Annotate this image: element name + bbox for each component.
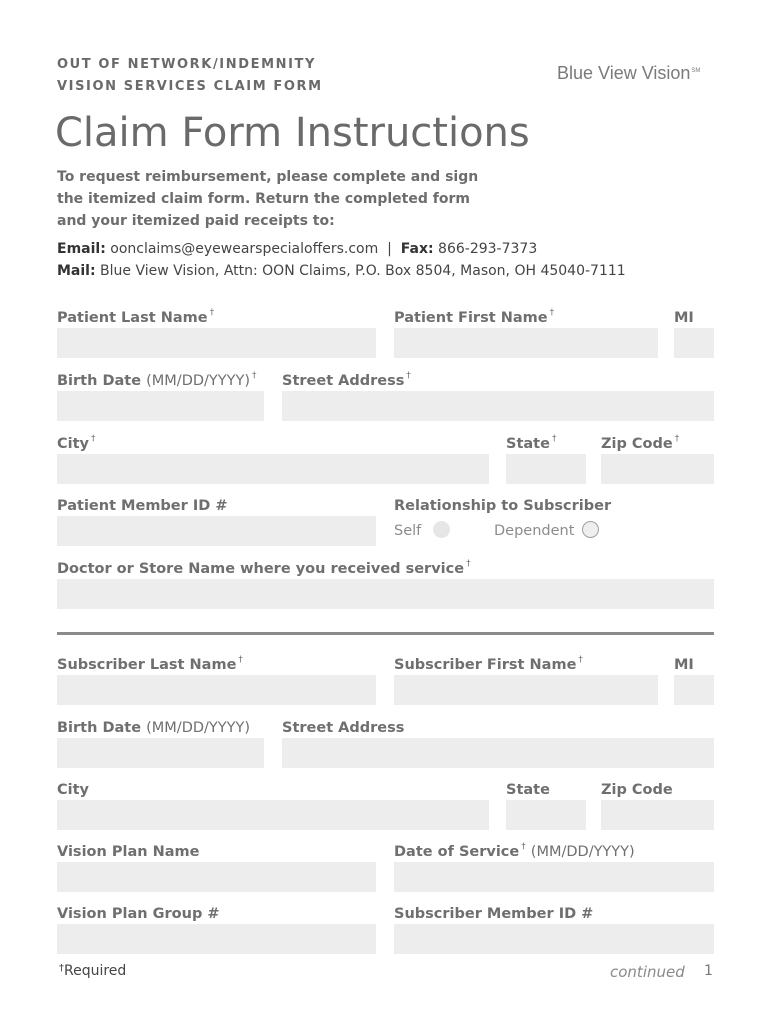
- subscriber-last-name-field[interactable]: [57, 675, 376, 705]
- intro-line-3: and your itemized paid receipts to:: [57, 213, 335, 229]
- patient-zip-label: Zip Code †: [601, 434, 680, 452]
- relationship-self-label: Self: [394, 523, 422, 539]
- patient-mi-field[interactable]: [674, 328, 714, 358]
- subscriber-first-name-label: Subscriber First Name †: [394, 655, 583, 673]
- fax-number: 866-293-7373: [438, 241, 538, 257]
- vision-plan-name-field[interactable]: [57, 862, 376, 892]
- patient-state-label: State †: [506, 434, 557, 452]
- subscriber-city-field[interactable]: [57, 800, 489, 830]
- contact-email-fax: [57, 241, 537, 257]
- mail-label: Mail:: [57, 263, 96, 279]
- date-of-service-label: Date of Service † (MM/DD/YYYY): [394, 842, 635, 860]
- relationship-label: Relationship to Subscriber: [394, 498, 612, 514]
- patient-state-field[interactable]: [506, 454, 586, 484]
- subscriber-last-name-label: Subscriber Last Name †: [57, 655, 243, 673]
- relationship-dependent-radio[interactable]: [582, 521, 599, 538]
- subscriber-mi-field[interactable]: [674, 675, 714, 705]
- date-of-service-field[interactable]: [394, 862, 714, 892]
- subscriber-state-field[interactable]: [506, 800, 586, 830]
- vision-plan-name-label: Vision Plan Name: [57, 844, 200, 860]
- intro-line-2: the itemized claim form. Return the completed form: [57, 191, 470, 207]
- contact-mail: [57, 263, 626, 279]
- patient-last-name-field[interactable]: [57, 328, 376, 358]
- patient-birth-date-label: Birth Date (MM/DD/YYYY) †: [57, 371, 257, 389]
- patient-city-label: City †: [57, 434, 96, 452]
- patient-street-label: Street Address †: [282, 371, 411, 389]
- subscriber-state-label: State: [506, 782, 550, 798]
- service-mark: SM: [691, 68, 701, 74]
- doctor-store-field[interactable]: [57, 579, 714, 609]
- page-title: Claim Form Instructions: [55, 110, 530, 156]
- relationship-self-radio[interactable]: [433, 521, 450, 538]
- patient-first-name-field[interactable]: [394, 328, 658, 358]
- email-label: Email:: [57, 241, 106, 257]
- subscriber-member-id-field[interactable]: [394, 924, 714, 954]
- subscriber-birth-date-field[interactable]: [57, 738, 264, 768]
- patient-birth-date-field[interactable]: [57, 391, 264, 421]
- patient-city-field[interactable]: [57, 454, 489, 484]
- contact-separator: |: [387, 241, 392, 257]
- mail-address: Blue View Vision, Attn: OON Claims, P.O. Box 8504, Mason, OH 45040-7111: [100, 263, 626, 279]
- form-category-line2: VISION SERVICES CLAIM FORM: [57, 79, 323, 94]
- form-category-line1: OUT OF NETWORK/INDEMNITY: [57, 57, 317, 72]
- subscriber-first-name-field[interactable]: [394, 675, 658, 705]
- patient-member-id-label: Patient Member ID #: [57, 498, 228, 514]
- relationship-dependent-label: Dependent: [494, 523, 575, 539]
- brand-name: Blue View Vision: [557, 63, 691, 83]
- patient-first-name-label: Patient First Name †: [394, 308, 555, 326]
- doctor-store-label: Doctor or Store Name where you received service †: [57, 559, 471, 577]
- subscriber-member-id-label: Subscriber Member ID #: [394, 906, 594, 922]
- subscriber-mi-label: MI: [674, 657, 694, 673]
- intro-text: [57, 166, 478, 232]
- section-divider: [57, 632, 714, 635]
- email-address[interactable]: oonclaims@eyewearspecialoffers.com: [110, 241, 379, 257]
- patient-zip-field[interactable]: [601, 454, 714, 484]
- subscriber-zip-field[interactable]: [601, 800, 714, 830]
- patient-last-name-label: Patient Last Name †: [57, 308, 215, 326]
- subscriber-street-field[interactable]: [282, 738, 714, 768]
- vision-plan-group-field[interactable]: [57, 924, 376, 954]
- brand-logo: [557, 63, 700, 84]
- required-note: †Required: [59, 963, 127, 979]
- subscriber-birth-date-label: Birth Date (MM/DD/YYYY): [57, 720, 250, 736]
- subscriber-zip-label: Zip Code: [601, 782, 673, 798]
- subscriber-city-label: City: [57, 782, 89, 798]
- continued-label: continued: [610, 963, 685, 981]
- subscriber-street-label: Street Address: [282, 720, 405, 736]
- vision-plan-group-label: Vision Plan Group #: [57, 906, 220, 922]
- patient-street-field[interactable]: [282, 391, 714, 421]
- patient-mi-label: MI: [674, 310, 694, 326]
- fax-label: Fax:: [400, 241, 434, 257]
- intro-line-1: To request reimbursement, please complete and sign: [57, 169, 479, 185]
- patient-member-id-field[interactable]: [57, 516, 376, 546]
- page-number: 1: [704, 963, 713, 979]
